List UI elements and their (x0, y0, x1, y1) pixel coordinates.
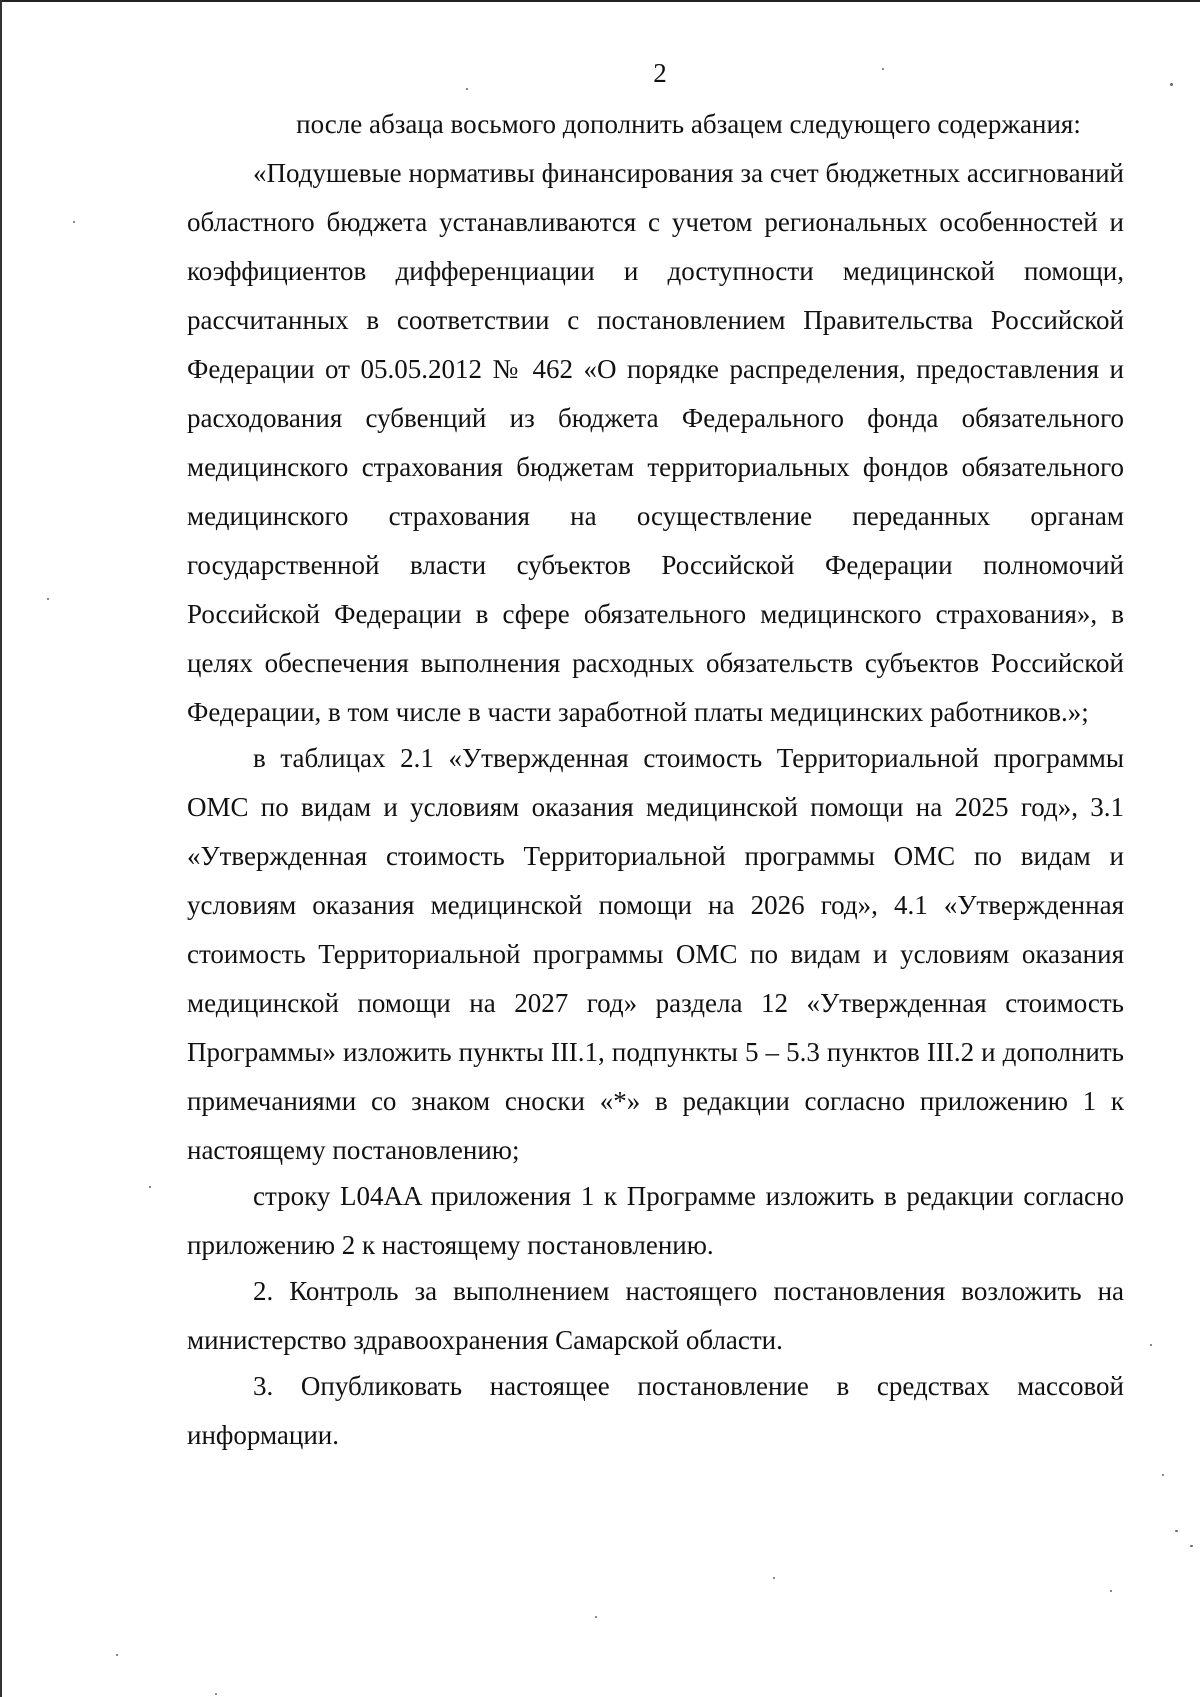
scan-speck (47, 598, 49, 600)
paragraph-tables-amendment: в таблицах 2.1 «Утвержденная стоимость Территориальной программы ОМС по видам и условиям оказания медицинской помощи на 2025 год», 3.1 «Утвержденная стоимость Территориальной программы ОМС по видам и условиям оказания медицинской помощи на 2026 год», 4.1 «Утвержденная стоимость Территориальной программы ОМС по видам и условиям оказания медицинской помощи на 2027 год» раздела 12 «Утвержденная стоимость Программы» изложить пункты III.1, подпункты 5 – 5.3 пунктов III.2 и дополнить примечаниями со знаком сноски «*» в редакции согласно приложению 1 к настоящему постановлению; (187, 743, 1124, 1165)
paragraph-item-3-publish: 3. Опубликовать настоящее постановление в средствах массовой информации. (187, 1371, 1124, 1450)
document-body (187, 100, 1124, 1460)
top-border-line (0, 0, 1200, 2)
scan-speck (116, 1654, 118, 1656)
scan-speck (1162, 1474, 1164, 1476)
paragraph-item-2-control: 2. Контроль за выполнением настоящего постановления возложить на министерство здравоохранения Самарской области. (187, 1276, 1124, 1355)
left-border-line (0, 0, 2, 1697)
scan-speck (773, 1577, 775, 1579)
page-number: 2 (653, 58, 667, 88)
scan-speck (595, 1616, 597, 1618)
scan-speck (1190, 1545, 1193, 1547)
scan-speck (1170, 83, 1173, 86)
scan-speck (1150, 1344, 1152, 1346)
scan-speck (1175, 1530, 1178, 1532)
scan-speck (149, 1186, 151, 1188)
scan-speck (215, 1693, 217, 1695)
paragraph-quote-per-capita-norms: «Подушевые нормативы финансирования за счет бюджетных ассигнований областного бюджета устанавливаются с учетом региональных особенностей и коэффициентов дифференциации и доступности медицинской помощи, рассчитанных в соответствии с постановлением Правительства Российской Федерации от 05.05.2012 № 462 «О порядке распределения, предоставления и расходования субвенций из бюджета Федерального фонда обязательного медицинского страхования бюджетам территориальных фондов обязательного медицинского страхования на осуществление переданных органам государственной власти субъектов Российской Федерации полномочий Российской Федерации в сфере обязательного медицинского страхования», в целях обеспечения выполнения расходных обязательств субъектов Российской Федерации, в том числе в части заработной платы медицинских работников.»; (187, 158, 1124, 727)
paragraph-line-l04aa: строку L04AA приложения 1 к Программе изложить в редакции согласно приложению 2 к настоящему постановлению. (187, 1181, 1124, 1260)
scan-speck (73, 221, 75, 223)
scan-speck (466, 88, 468, 90)
paragraph-intro: после абзаца восьмого дополнить абзацем следующего содержания: (296, 109, 1081, 139)
scan-speck (882, 68, 884, 70)
scan-speck (1110, 1590, 1112, 1592)
